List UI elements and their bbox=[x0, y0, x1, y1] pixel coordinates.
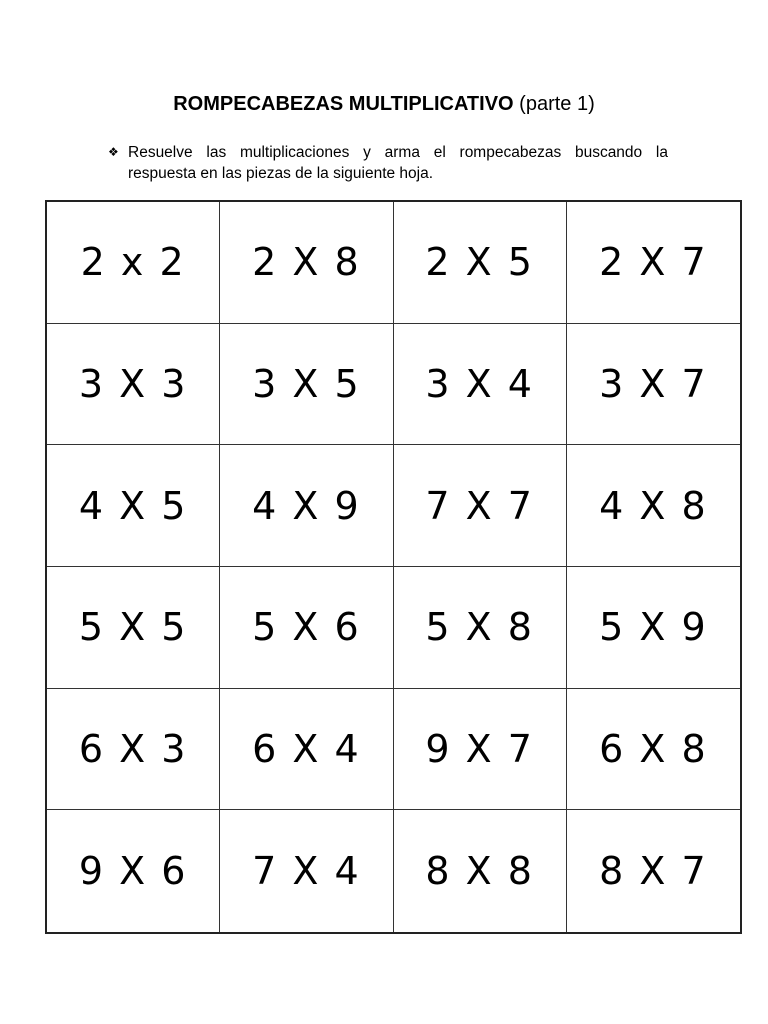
puzzle-piece: 3 X 5 bbox=[220, 324, 393, 446]
puzzle-piece: 6 X 4 bbox=[220, 689, 393, 811]
puzzle-piece: 2 X 7 bbox=[567, 202, 740, 324]
puzzle-piece: 3 X 4 bbox=[394, 324, 567, 446]
puzzle-piece: 9 X 7 bbox=[394, 689, 567, 811]
puzzle-piece: 8 X 7 bbox=[567, 810, 740, 932]
puzzle-piece: 9 X 6 bbox=[47, 810, 220, 932]
instructions bbox=[108, 142, 668, 184]
puzzle-piece: 5 X 8 bbox=[394, 567, 567, 689]
instruction-line-1: Resuelve las multiplicaciones y arma el rompecabezas buscando la bbox=[128, 144, 668, 161]
title-main: ROMPECABEZAS MULTIPLICATIVO bbox=[173, 93, 514, 115]
puzzle-piece: 6 X 3 bbox=[47, 689, 220, 811]
page-title bbox=[0, 91, 768, 117]
diamond-bullet-icon: ❖ bbox=[108, 145, 119, 159]
puzzle-piece: 2 X 8 bbox=[220, 202, 393, 324]
puzzle-piece: 5 X 9 bbox=[567, 567, 740, 689]
title-part: (parte 1) bbox=[513, 93, 595, 115]
puzzle-piece: 5 X 6 bbox=[220, 567, 393, 689]
puzzle-piece: 3 X 3 bbox=[47, 324, 220, 446]
puzzle-piece: 4 X 5 bbox=[47, 445, 220, 567]
puzzle-piece: 2 X 5 bbox=[394, 202, 567, 324]
puzzle-piece: 7 X 7 bbox=[394, 445, 567, 567]
puzzle-piece: 5 X 5 bbox=[47, 567, 220, 689]
puzzle-piece: 4 X 8 bbox=[567, 445, 740, 567]
instruction-line-2: respuesta en las piezas de la siguiente hoja. bbox=[128, 165, 434, 182]
puzzle-piece: 3 X 7 bbox=[567, 324, 740, 446]
puzzle-piece: 8 X 8 bbox=[394, 810, 567, 932]
puzzle-piece: 2 x 2 bbox=[47, 202, 220, 324]
puzzle-grid bbox=[45, 200, 742, 934]
puzzle-piece: 4 X 9 bbox=[220, 445, 393, 567]
puzzle-piece: 6 X 8 bbox=[567, 689, 740, 811]
puzzle-piece: 7 X 4 bbox=[220, 810, 393, 932]
